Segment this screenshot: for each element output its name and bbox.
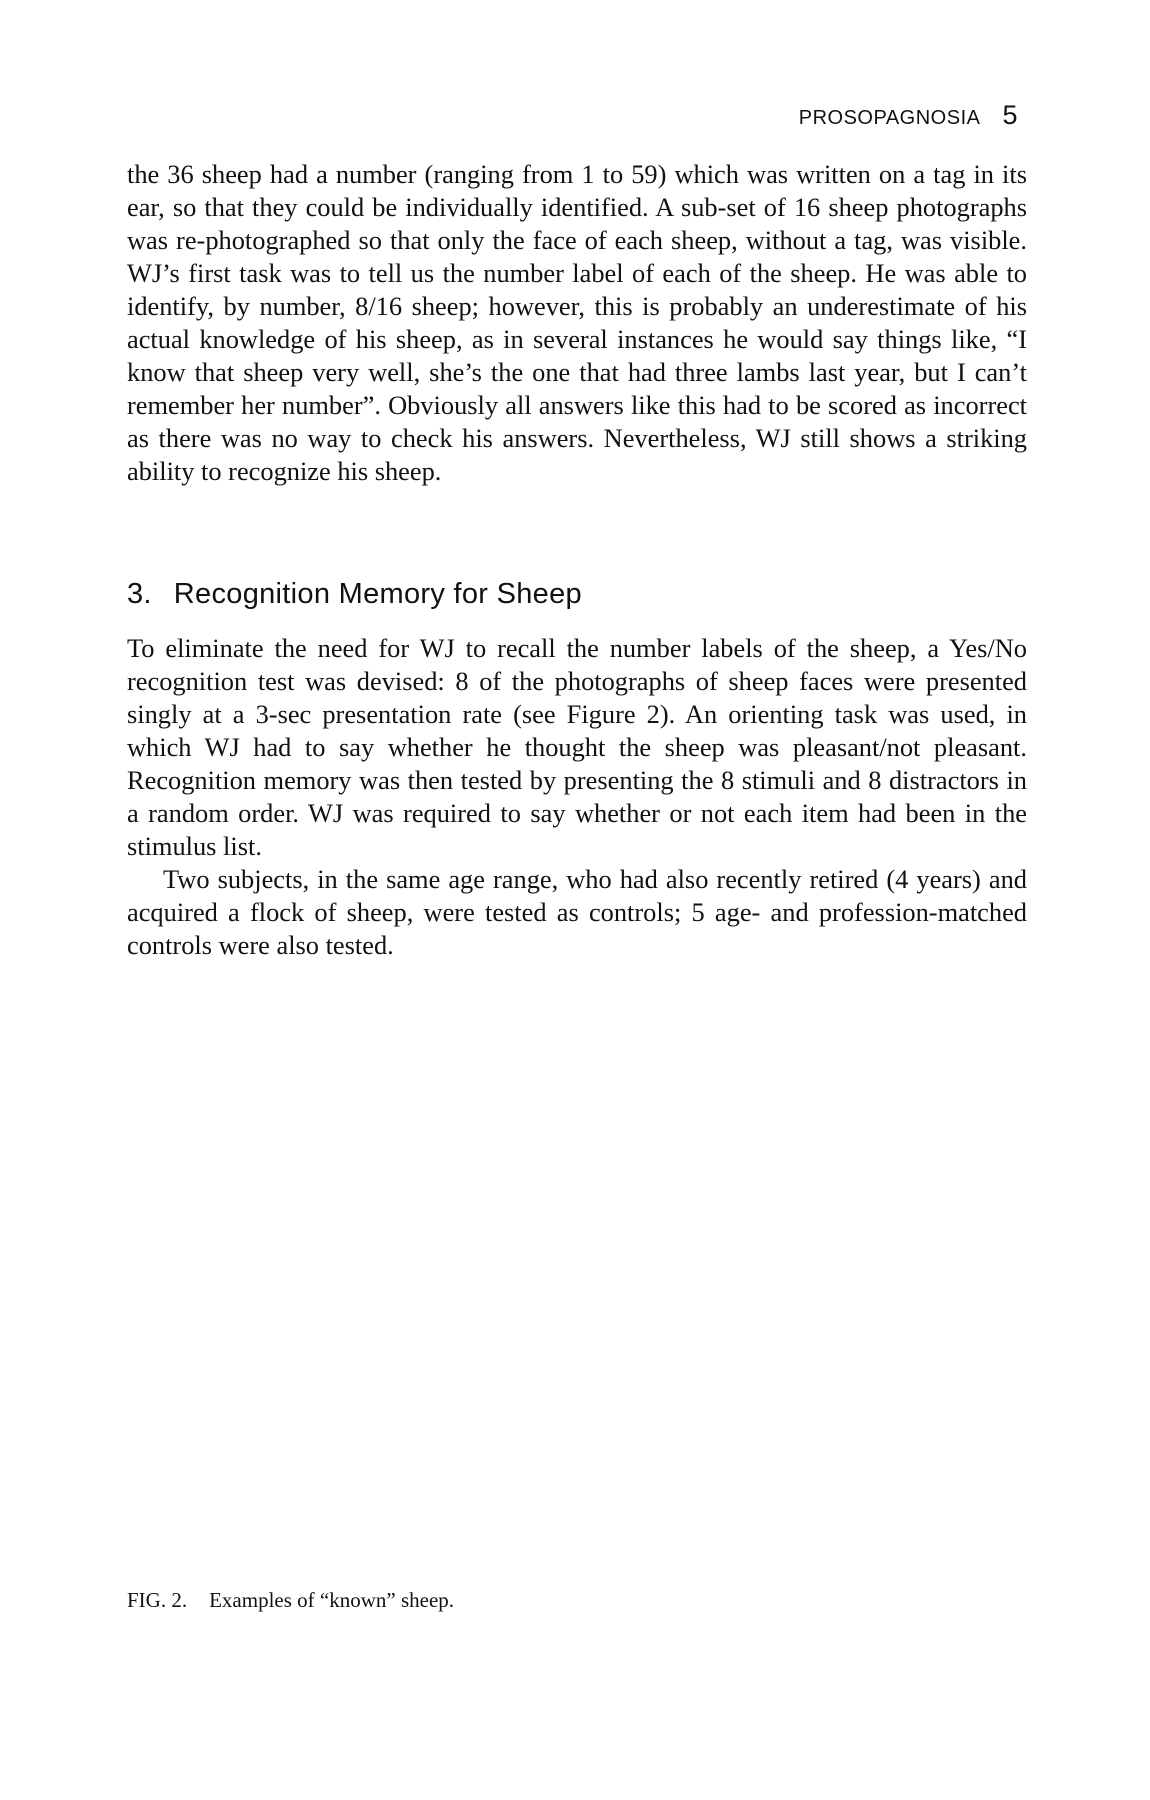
- figure-caption: [127, 1588, 454, 1613]
- page-number: 5: [1002, 100, 1018, 130]
- section-heading: [127, 578, 582, 611]
- paragraph-continuation: the 36 sheep had a number (ranging from 1 to 59) which was written on a tag in its ear, so that they could be individually identified. A sub-set of 16 sheep photographs was re-photographed so that only the face of each sheep, without a tag, was visible. WJ’s first task was to tell us the number label of each of the sheep. He was able to identify, by number, 8/16 sheep; however, this is probably an underestimate of his actual knowledge of his sheep, as in several instances he would say things like, “I know that sheep very well, she’s the one that had three lambs last year, but I can’t remember her number”. Obviously all answers like this had to be scored as incorrect as there was no way to check his answers. Nevertheless, WJ still shows a striking ability to recognize his sheep.: [127, 159, 1027, 486]
- running-title: PROSOPAGNOSIA: [798, 107, 981, 129]
- paragraph-controls: Two subjects, in the same age range, who had also recently retired (4 years) and acquired a flock of sheep, were tested as controls; 5 age- and profession-matched controls were also tested.: [127, 864, 1027, 960]
- section-title: Recognition Memory for Sheep: [173, 578, 582, 610]
- figure-placeholder: [127, 990, 1027, 1560]
- running-head: [799, 100, 1018, 131]
- figure-label: FIG. 2.: [127, 1588, 188, 1612]
- paragraph-recognition-test: To eliminate the need for WJ to recall the number labels of the sheep, a Yes/No recognition test was devised: 8 of the photographs of sheep faces were presented singly at a 3-sec presentation rate (see Figure 2). An orienting task was used, in which WJ had to say whether he thought the sheep was pleasant/not pleasant. Recognition memory was then tested by presenting the 8 stimuli and 8 distractors in a random order. WJ was required to say whether or not each item had been in the stimulus list.: [127, 633, 1027, 861]
- figure-caption-text: Examples of “known” sheep.: [209, 1588, 455, 1612]
- section-number: 3.: [127, 578, 152, 610]
